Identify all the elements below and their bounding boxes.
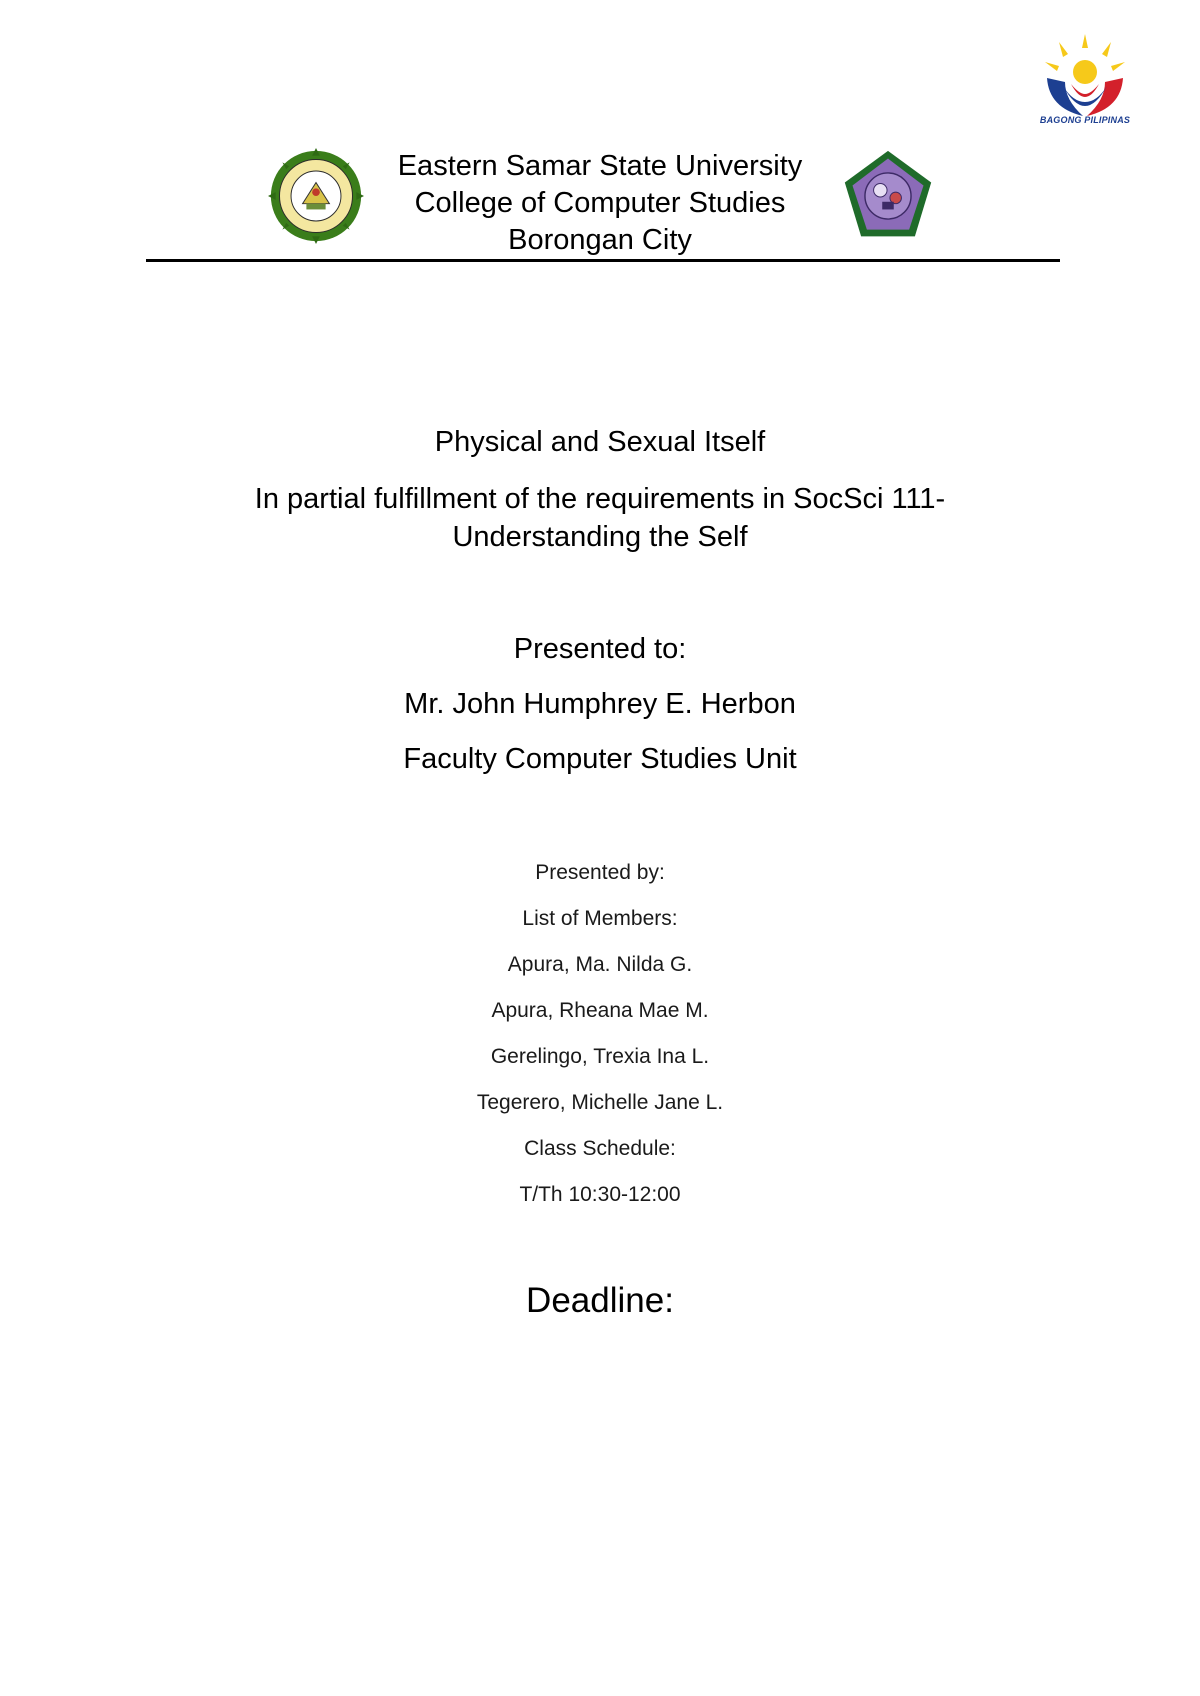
members-label: List of Members: <box>522 907 678 930</box>
presented-to-label: Presented to: <box>513 633 687 665</box>
fulfillment-line-2: Understanding the Self <box>452 521 748 553</box>
schedule-label: Class Schedule: <box>524 1137 676 1160</box>
presented-by-section <box>100 850 1100 1218</box>
document-header <box>300 148 900 259</box>
college-name: College of Computer Studies <box>414 187 786 219</box>
university-name: Eastern Samar State University <box>397 150 803 182</box>
document-title: Physical and Sexual Itself <box>434 426 766 458</box>
member-name: Gerelingo, Trexia Ina L. <box>490 1045 710 1068</box>
bagong-pilipinas-text: BAGONG PILIPINAS <box>1039 115 1131 125</box>
recipient-role: Faculty Computer Studies Unit <box>403 743 797 775</box>
member-name: Apura, Ma. Nilda G. <box>507 953 693 976</box>
member-name: Tegerero, Michelle Jane L. <box>476 1091 724 1114</box>
deadline-label: Deadline: <box>526 1281 674 1320</box>
schedule-value: T/Th 10:30-12:00 <box>519 1183 681 1206</box>
city-name: Borongan City <box>508 224 692 256</box>
recipient-name: Mr. John Humphrey E. Herbon <box>404 688 796 720</box>
presented-by-label: Presented by: <box>535 861 665 884</box>
header-divider <box>146 259 1060 262</box>
fulfillment-statement <box>100 480 1100 556</box>
fulfillment-line-1: In partial fulfillment of the requirements in SocSci 111- <box>254 483 946 515</box>
member-name: Apura, Rheana Mae M. <box>491 999 709 1022</box>
